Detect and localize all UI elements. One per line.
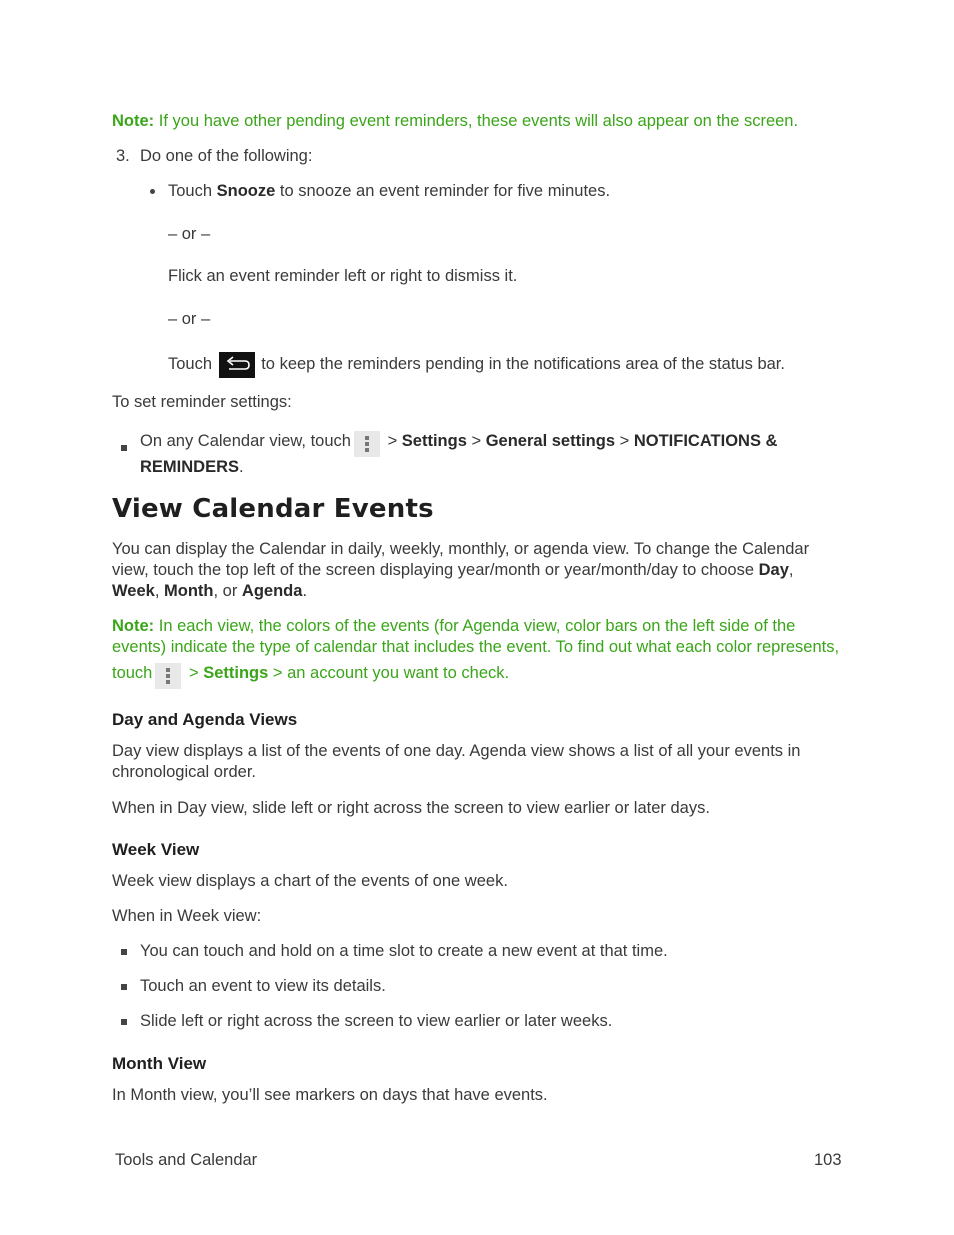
reminder-path-cont: [140, 457, 244, 478]
month-p1: In Month view, you’ll see markers on days that have events.: [112, 1086, 548, 1104]
period: .: [302, 582, 308, 600]
day-agenda-p2: When in Day view, slide left or right across the screen to view earlier or later days.: [112, 799, 710, 817]
comma: ,: [154, 582, 160, 600]
snooze-post: to snooze an event reminder for five minutes.: [275, 182, 611, 200]
day-label: Day: [758, 561, 789, 579]
section-title-day-agenda: Day and Agenda Views: [112, 710, 298, 729]
day-agenda-p1-line1: Day view displays a list of the events of one day. Agenda view shows a list of all your events in: [112, 742, 801, 760]
or-separator: – or –: [168, 310, 211, 328]
list-item: [121, 976, 127, 997]
list-item: [121, 1011, 127, 1032]
footer-section: Tools and Calendar: [115, 1151, 258, 1169]
intro-line3: [112, 581, 307, 602]
flick-text: Flick an event reminder left or right to dismiss it.: [168, 267, 518, 285]
reminder-pre: On any Calendar view, touch: [140, 432, 351, 450]
day-agenda-p1-line2: chronological order.: [112, 763, 257, 781]
week-p2: When in Week view:: [112, 907, 262, 925]
or-separator: – or –: [168, 225, 211, 243]
menu-icon: [155, 663, 181, 689]
touch-back-pre: Touch: [168, 355, 213, 373]
step-number: 3.: [116, 147, 130, 165]
agenda-label: Agenda: [241, 582, 303, 600]
path-sep: >: [471, 432, 482, 450]
reminder-settings-intro: To set reminder settings:: [112, 393, 292, 411]
or-text: , or: [213, 582, 242, 600]
month-label: Month: [164, 582, 214, 600]
note-text: If you have other pending event reminders, these events will also appear on the screen.: [158, 112, 799, 130]
note2-line1: In each view, the colors of the events (for Agenda view, color bars on the left side of the: [158, 617, 796, 635]
path-sep: >: [387, 432, 398, 450]
menu-icon: [354, 431, 380, 457]
touch-back-post: to keep the reminders pending in the notifications area of the status bar.: [261, 355, 785, 373]
week-bullet-2: Touch an event to view its details.: [140, 977, 386, 995]
snooze-bullet: [150, 181, 155, 202]
week-p1: Week view displays a chart of the events of one week.: [112, 872, 508, 890]
note-label: Note:: [112, 112, 155, 130]
note-pending-reminders: [112, 111, 798, 132]
step-text: Do one of the following:: [140, 147, 313, 165]
settings-label: Settings: [401, 432, 467, 450]
week-bullet-1: You can touch and hold on a time slot to create a new event at that time.: [140, 942, 668, 960]
section-title-month: Month View: [112, 1054, 207, 1073]
note2-line3: [112, 657, 509, 689]
reminder-path: [140, 425, 777, 457]
intro-line2-text: view, touch the top left of the screen displaying year/month or year/month/day to choose: [112, 561, 759, 579]
general-settings-label: General settings: [485, 432, 616, 450]
bullet-square-icon: [121, 1019, 127, 1025]
note2-line2: events) indicate the type of calendar that includes the event. To find out what each color represents,: [112, 638, 840, 656]
week-label: Week: [112, 582, 155, 600]
bullet-square-icon: [121, 984, 127, 990]
section-title-week: Week View: [112, 840, 200, 859]
settings-label: Settings: [203, 664, 269, 682]
note2-touch: touch: [112, 664, 153, 682]
notifications-label: NOTIFICATIONS &: [633, 432, 778, 450]
bullet-square-icon: [121, 445, 127, 451]
touch-back-item: [168, 350, 785, 378]
reminder-bullet: [121, 437, 127, 458]
week-bullet-3: Slide left or right across the screen to view earlier or later weeks.: [140, 1012, 613, 1030]
intro-line1: You can display the Calendar in daily, weekly, monthly, or agenda view. To change the Calendar: [112, 540, 810, 558]
list-item: [121, 941, 127, 962]
page-number: 103: [814, 1151, 842, 1169]
note2-post: > an account you want to check.: [272, 664, 510, 682]
note-colors-line1: [112, 616, 795, 637]
path-sep: >: [188, 664, 199, 682]
bullet-square-icon: [121, 949, 127, 955]
bullet-dot-icon: [150, 189, 155, 194]
snooze-pre: Touch: [168, 182, 217, 200]
page-title: View Calendar Events: [112, 494, 434, 524]
note-label: Note:: [112, 617, 155, 635]
period: .: [239, 458, 244, 476]
comma: ,: [788, 561, 794, 579]
back-icon: [219, 352, 255, 378]
snooze-label: Snooze: [216, 182, 276, 200]
intro-line2: [112, 560, 794, 581]
reminders-label: REMINDERS: [140, 458, 240, 476]
path-sep: >: [619, 432, 630, 450]
snooze-item: [168, 181, 610, 202]
